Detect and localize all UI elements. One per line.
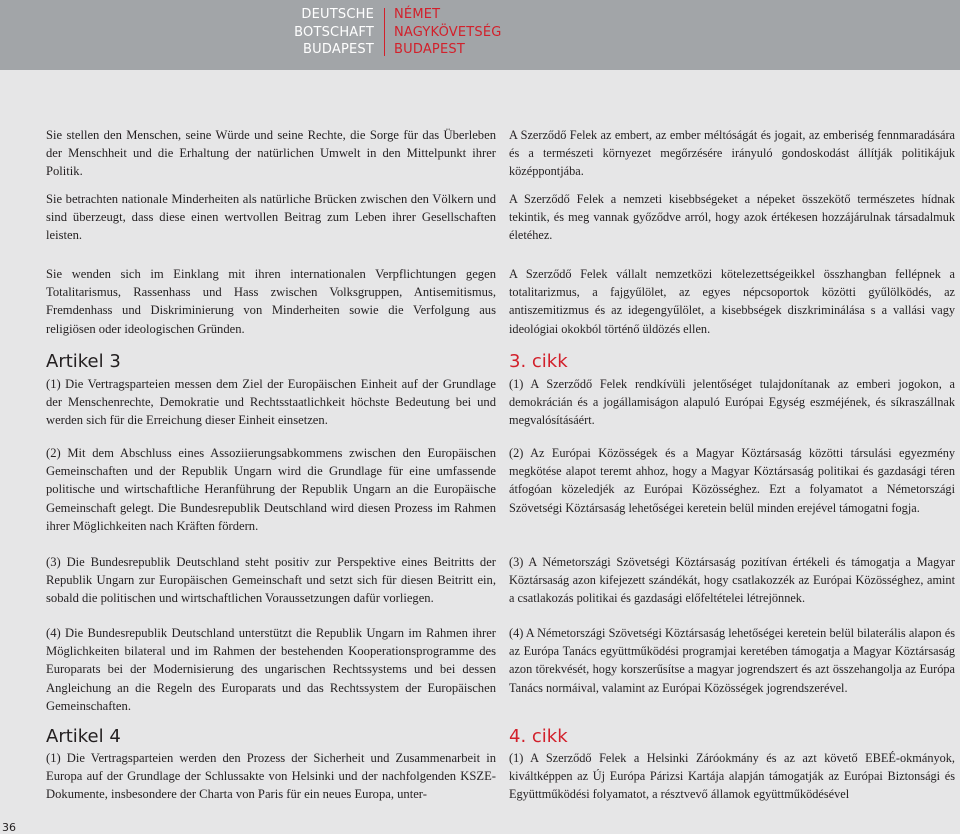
de-p3-text: Sie wenden sich im Einklang mit ihren internationalen Verpflichtungen gegen Totalitarismus, Rassenhass und Hass zwischen Volksgruppen, Antisemitismus, Fremdenhass und Diskriminierung von Minderheiten sowie die Verfolgung aus religiösen oder ideologischen Gründen. xyxy=(46,267,496,336)
de-artikel-4-para-1 xyxy=(46,749,496,804)
de-artikel-3-para-4 xyxy=(46,624,496,715)
hu-cikk-3-para-4 xyxy=(509,624,955,697)
de-a4-1-text: (1) Die Vertragsparteien werden den Prozess der Sicherheit und Zusammenarbeit in Europa auf der Grundlage der Schlussakte von Helsinki und der nachfolgenden KSZE-Dokumente, insbesondere der Charta von Paris für ein neues Europa, unter- xyxy=(46,751,496,802)
hu-cikk-3-para-1 xyxy=(509,375,955,430)
hu-a3-1-text: (1) A Szerződő Felek rendkívüli jelentőséget tulajdonítanak az emberi jogokon, a demokrácián és a jogállamiságon alapuló Európai Egység eszméjének, és síkraszállnak megvalósításáért. xyxy=(509,377,955,428)
hu-heading-cikk-3: 3. cikk xyxy=(509,351,568,372)
page-number: 36 xyxy=(2,821,16,834)
de-paragraph-3 xyxy=(46,265,496,338)
hu-cikk-4-para-1 xyxy=(509,749,955,804)
de-paragraph-1 xyxy=(46,126,496,181)
hu-a3-4-text: (4) A Németországi Szövetségi Köztársaság lehetőségei keretein belül bilaterális alapon és az Európa Tanács együttműködési programjai keretében támogatja a Magyar Köztársaság azon törekvését, hogy korszerűsítse a magyar jogrendszert és azt összehangolja az Európa Tanács normáival, valamint az Európai Közösségek jogrendszerével. xyxy=(509,626,955,695)
hu-p1-text: A Szerződő Felek az embert, az ember méltóságát és jogait, az emberiség fennmaradására és a természeti környezet megőrzésére irányuló gondoskodást állítják politikájuk középpontjába. xyxy=(509,128,955,179)
hu-paragraph-1 xyxy=(509,126,955,181)
header-german xyxy=(294,6,374,59)
hu-a4-1-text: (1) A Szerződő Felek a Helsinki Záróokmány és az azt követő EBEÉ-okmányok, kiváltképpen az Új Európa Párizsi Kartája alapján támogatják az Európai Biztonsági és Együttműködési folyamatot, a résztvevő államok együttműködésével xyxy=(509,751,955,802)
hu-heading-cikk-4: 4. cikk xyxy=(509,726,568,747)
header-hungarian xyxy=(394,6,502,59)
hu-cikk-3-para-2 xyxy=(509,444,955,517)
de-heading-artikel-4: Artikel 4 xyxy=(46,726,121,747)
hu-p2-text: A Szerződő Felek a nemzeti kisebbségeket a népeket összekötő természetes hídnak tekintik, és meg vannak győződve arról, hogy azok értékesen hozzájárulnak társadalmuk életéhez. xyxy=(509,192,955,243)
de-artikel-3-para-2 xyxy=(46,444,496,535)
de-p2-text: Sie betrachten nationale Minderheiten als natürliche Brücken zwischen den Völkern und sind überzeugt, dass diese einen wertvollen Beitrag zum Leben ihrer Gesellschaften leisten. xyxy=(46,192,496,243)
de-a3-2-text: (2) Mit dem Abschluss eines Assoziierungsabkommens zwischen den Europäischen Gemeinschaften und der Republik Ungarn wird die Grundlage für eine umfassende politische und wirtschaftliche Heranführung der Republik Ungarn an die Europäische Gemeinschaft gelegt. Die Bundesrepublik Deutschland wird diesen Prozess im Rahmen ihrer Möglichkeiten nach Kräften fördern. xyxy=(46,446,496,533)
de-paragraph-2 xyxy=(46,190,496,245)
header-divider xyxy=(384,8,385,56)
de-a3-3-text: (3) Die Bundesrepublik Deutschland steht positiv zur Perspektive eines Beitritts der Republik Ungarn zur Europäischen Gemeinschaft und setzt sich für diesen Beitritt ein, sobald die politischen und wirtschaftlichen Voraussetzungen dafür vorliegen. xyxy=(46,555,496,606)
hu-paragraph-2 xyxy=(509,190,955,245)
header-de-line-2: BOTSCHAFT xyxy=(294,24,374,40)
de-heading-artikel-3: Artikel 3 xyxy=(46,351,121,372)
header-hu-line-1: NÉMET xyxy=(394,7,441,22)
header-de-line-1: DEUTSCHE xyxy=(301,7,374,22)
header-de-line-3: BUDAPEST xyxy=(303,42,374,57)
de-p1-text: Sie stellen den Menschen, seine Würde und seine Rechte, die Sorge für das Überleben der Menschheit und die Erhaltung der natürlichen Umwelt in den Mittelpunkt ihrer Politik. xyxy=(46,128,496,179)
de-a3-4-text: (4) Die Bundesrepublik Deutschland unterstützt die Republik Ungarn im Rahmen ihrer Möglichkeiten bilateral und im Rahmen der bestehenden Kooperationsprogramme des Europarats bei der Modernisierung des ungarischen Rechtssystems und bei dessen Angleichung an die Regeln des Europarats und das Rechtssystem der Europäischen Gemeinschaften. xyxy=(46,626,496,713)
header-hu-line-3: BUDAPEST xyxy=(394,42,465,57)
embassy-header xyxy=(0,0,960,70)
de-a3-1-text: (1) Die Vertragsparteien messen dem Ziel der Europäischen Einheit auf der Grundlage der Menschenrechte, Demokratie und Rechtsstaatlichkeit höchste Bedeutung bei und werden sich für die Erreichung dieser Einheit einsetzen. xyxy=(46,377,496,428)
header-hu-line-2: NAGYKÖVETSÉG xyxy=(394,24,502,40)
de-artikel-3-para-1 xyxy=(46,375,496,430)
hu-p3-text: A Szerződő Felek vállalt nemzetközi kötelezettségeikkel összhangban fellépnek a totalitarizmus, a fajgyűlölet, az egyes népcsoportok közötti gyűlölködés, az antiszemitizmus és az idegengyűlölet, a kisebbségek diszkriminálása s a vallási vagy ideológiai okokból történő üldözés ellen. xyxy=(509,267,955,336)
hu-cikk-3-para-3 xyxy=(509,553,955,608)
hu-a3-2-text: (2) Az Európai Közösségek és a Magyar Köztársaság közötti társulási egyezmény megkötése alapot teremt ahhoz, hogy a Magyar Köztársaság politikai és gazdasági téren átfogóan közeledjék az Európai Közösséghez. Ezt a folyamatot a Németországi Szövetségi Köztársaság lehetőségei keretein belül minden erejével támogatni fogja. xyxy=(509,446,955,515)
hu-a3-3-text: (3) A Németországi Szövetségi Köztársaság pozitívan értékeli és támogatja a Magyar Köztársaság azon kifejezett szándékát, hogy csatlakozzék az Európai Közösséghez, amint a csatlakozás politikai és gazdasági előfeltételei létrejönnek. xyxy=(509,555,955,606)
de-artikel-3-para-3 xyxy=(46,553,496,608)
hu-paragraph-3 xyxy=(509,265,955,338)
